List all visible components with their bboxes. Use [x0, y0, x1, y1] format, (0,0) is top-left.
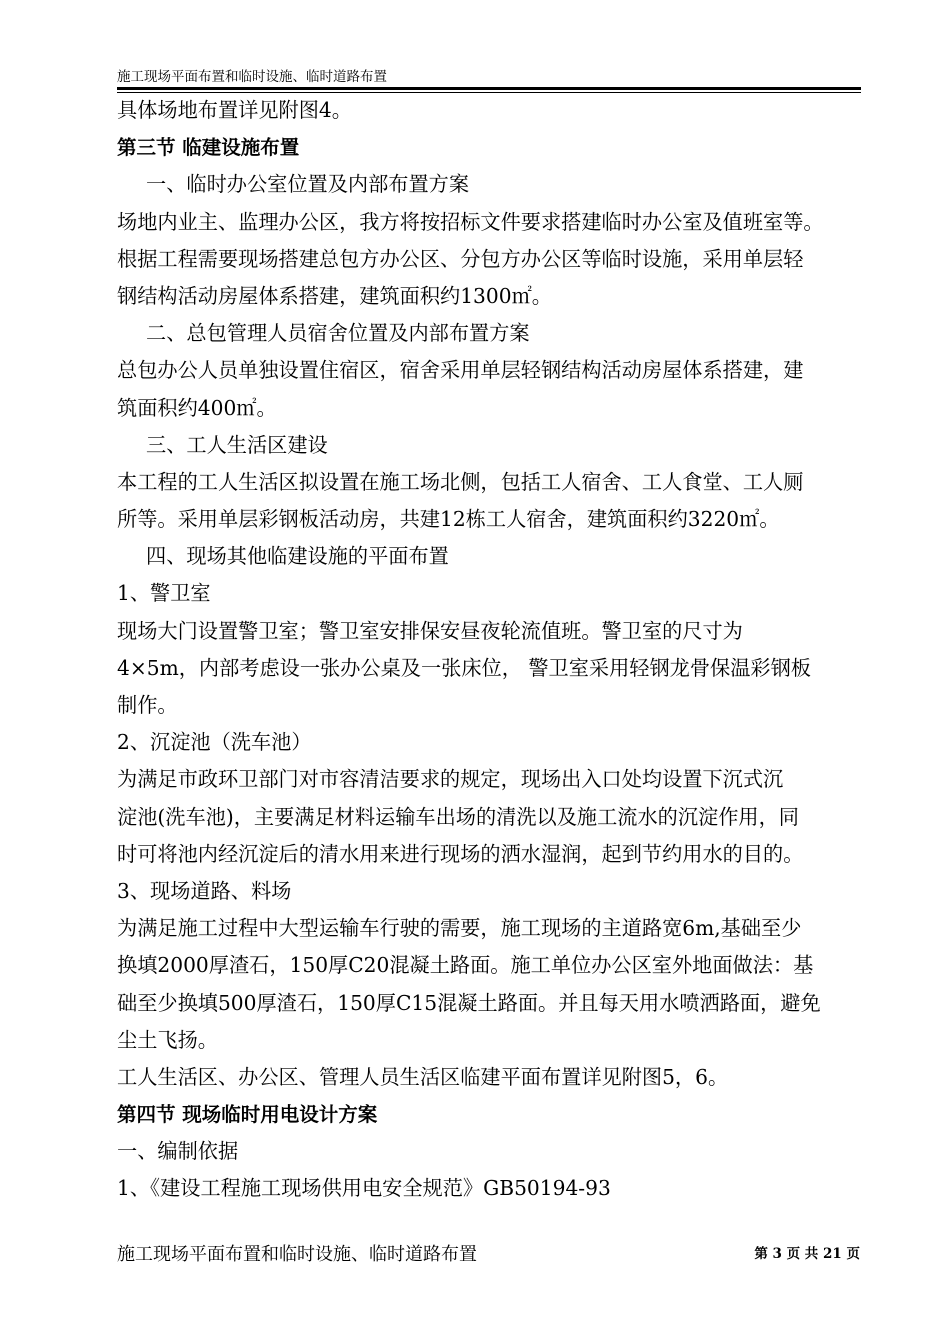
- text-line: 制作。: [117, 693, 178, 717]
- section-heading: 第四节 现场临时用电设计方案: [117, 1103, 378, 1127]
- text-line: 1、警卫室: [117, 581, 211, 606]
- page-number: 第 3 页 共 21 页: [754, 1246, 860, 1262]
- text-line: 时可将池内经沉淀后的清水用来进行现场的洒水湿润，起到节约用水的目的。: [117, 841, 804, 866]
- text-line: 2、沉淀池（洗车池）: [117, 730, 312, 755]
- running-header: 施工现场平面布置和临时设施、临时道路布置: [117, 69, 387, 85]
- text-line: 3、现场道路、料场: [117, 878, 292, 903]
- text-line: 二、总包管理人员宿舍位置及内部布置方案: [146, 321, 530, 346]
- text-line: 为满足市政环卫部门对市容清洁要求的规定，现场出入口处均设置下沉式沉: [117, 767, 784, 792]
- text-line: 三、工人生活区建设: [146, 432, 328, 457]
- text-line: 根据工程需要现场搭建总包方办公区、分包方办公区等临时设施，采用单层轻: [117, 246, 804, 271]
- document-body: [117, 92, 867, 1208]
- header-rule-thick: [117, 87, 861, 90]
- text-line: 换填2000厚渣石，150厚C20混凝土路面。施工单位办公区室外地面做法：基: [117, 953, 814, 978]
- text-line: 为满足施工过程中大型运输车行驶的需要，施工现场的主道路宽6m,基础至少: [117, 916, 802, 941]
- text-line: 总包办公人员单独设置住宿区，宿舍采用单层轻钢结构活动房屋体系搭建，建: [117, 358, 804, 383]
- text-line: 所等。采用单层彩钢板活动房，共建12栋工人宿舍，建筑面积约3220㎡。: [117, 507, 780, 532]
- text-line: 钢结构活动房屋体系搭建，建筑面积约1300㎡。: [117, 283, 552, 308]
- text-line: 尘土飞扬。: [117, 1027, 218, 1052]
- text-line: 1、《建设工程施工现场供用电安全规范》GB50194-93: [117, 1176, 611, 1201]
- text-line: 一、编制依据: [117, 1139, 239, 1164]
- text-line: 4×5m，内部考虑设一张办公桌及一张床位， 警卫室采用轻钢龙骨保温彩钢板: [117, 655, 811, 680]
- text-line: 筑面积约400㎡。: [117, 395, 277, 420]
- text-line: 本工程的工人生活区拟设置在施工场北侧，包括工人宿舍、工人食堂、工人厕: [117, 469, 804, 494]
- text-line: 现场大门设置警卫室；警卫室安排保安昼夜轮流值班。警卫室的尺寸为: [117, 618, 743, 643]
- section-heading: 第三节 临建设施布置: [117, 136, 300, 160]
- text-line: 淀池(洗车池)，主要满足材料运输车出场的清洗以及施工流水的沉淀作用，同: [117, 804, 799, 829]
- text-line: 工人生活区、办公区、管理人员生活区临建平面布置详见附图5，6。: [117, 1064, 729, 1089]
- text-line: 础至少换填500厚渣石，150厚C15混凝土路面。并且每天用水喷洒路面，避免: [117, 990, 821, 1015]
- text-line: 四、现场其他临建设施的平面布置: [146, 544, 449, 569]
- text-line: 一、临时办公室位置及内部布置方案: [146, 172, 470, 197]
- text-line: 具体场地布置详见附图4。: [117, 98, 352, 122]
- footer-title: 施工现场平面布置和临时设施、临时道路布置: [117, 1244, 477, 1265]
- text-line: 场地内业主、监理办公区，我方将按招标文件要求搭建临时办公室及值班室等。: [117, 209, 824, 234]
